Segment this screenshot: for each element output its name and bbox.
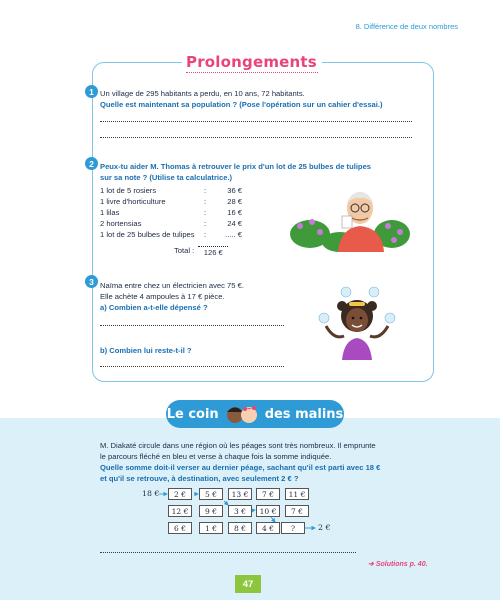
ex2-question-line1: Peux-tu aider M. Thomas à retrouver le prix d'un lot de 25 bulbes de tulipes bbox=[100, 162, 372, 171]
item-name: 2 hortensias bbox=[100, 219, 142, 228]
ex3-line1: Naïma entre chez un électricien avec 75 €. bbox=[100, 281, 244, 290]
toll-box: 5 € bbox=[199, 488, 223, 500]
item-name: 1 livre d'horticulture bbox=[100, 197, 166, 206]
malins-text-line2: le parcours fléché en bleu et verse à chaque fois la somme indiquée. bbox=[100, 452, 332, 461]
item-name: 1 lot de 25 bulbes de tulipes bbox=[100, 230, 195, 239]
ex3-question-b: b) Combien lui reste-t-il ? bbox=[100, 346, 192, 355]
malins-banner bbox=[166, 400, 344, 428]
invoice-row: 1 livre d'horticulture : 28 € bbox=[100, 197, 242, 206]
item-value-answer[interactable]: ..... € bbox=[225, 230, 242, 239]
toll-box: 13 € bbox=[228, 488, 252, 500]
toll-box: 1 € bbox=[199, 522, 223, 534]
page-number: 47 bbox=[235, 575, 261, 593]
invoice-total bbox=[174, 246, 228, 257]
toll-box: 2 € bbox=[168, 488, 192, 500]
invoice-row: 1 lilas : 16 € bbox=[100, 208, 242, 217]
malins-title-left: Le coin bbox=[166, 406, 219, 422]
item-value: 16 € bbox=[227, 208, 242, 217]
item-name: 1 lilas bbox=[100, 208, 120, 217]
toll-box: 3 € bbox=[228, 505, 252, 517]
invoice-row: 1 lot de 25 bulbes de tulipes : ..... € bbox=[100, 230, 242, 239]
ex3-line2: Elle achète 4 ampoules à 17 € pièce. bbox=[100, 292, 225, 301]
malins-question-line1: Quelle somme doit-il verser au dernier péage, sachant qu'il est parti avec 18 € bbox=[100, 463, 381, 472]
invoice-row: 2 hortensias : 24 € bbox=[100, 219, 242, 228]
ex3-question-a: a) Combien a-t-elle dépensé ? bbox=[100, 303, 208, 312]
answer-line[interactable] bbox=[100, 121, 412, 122]
gardener-illustration bbox=[290, 182, 410, 252]
arrow-icon bbox=[321, 55, 322, 69]
title-underline bbox=[186, 72, 318, 73]
solutions-link[interactable] bbox=[368, 560, 428, 568]
exercise-number-3: 3 bbox=[85, 275, 98, 288]
solutions-label: Solutions p. 40. bbox=[375, 561, 428, 568]
toll-box: 10 € bbox=[256, 505, 280, 517]
ex1-statement: Un village de 295 habitants a perdu, en 10 ans, 72 habitants. bbox=[100, 89, 305, 98]
invoice-list bbox=[100, 185, 242, 240]
answer-line[interactable] bbox=[100, 552, 356, 553]
answer-line[interactable] bbox=[100, 366, 284, 367]
chapter-header: 8. Différence de deux nombres bbox=[355, 22, 458, 31]
toll-box: 7 € bbox=[256, 488, 280, 500]
malins-question-line2: et qu'il se retrouve, à destination, avec seulement 2 € ? bbox=[100, 474, 299, 483]
toll-box-unknown[interactable]: ? bbox=[281, 522, 305, 534]
toll-box: 4 € bbox=[256, 522, 280, 534]
end-amount: 2 € bbox=[318, 523, 331, 532]
toll-box: 9 € bbox=[199, 505, 223, 517]
item-value: 28 € bbox=[227, 197, 242, 206]
toll-box: 11 € bbox=[285, 488, 309, 500]
toll-box: 6 € bbox=[168, 522, 192, 534]
toll-box: 7 € bbox=[285, 505, 309, 517]
answer-line[interactable] bbox=[100, 325, 284, 326]
malins-title-right: des malins bbox=[264, 406, 344, 422]
start-amount: 18 € bbox=[142, 489, 160, 498]
total-value: 126 € bbox=[198, 246, 228, 257]
arrow-right-icon: ➔ bbox=[368, 561, 376, 568]
invoice-row: 1 lot de 5 rosiers : 36 € bbox=[100, 186, 242, 195]
ex1-question: Quelle est maintenant sa population ? (Pose l'opération sur un cahier d'essai.) bbox=[100, 100, 383, 109]
ex2-question-line2: sur sa note ? (Utilise ta calculatrice.) bbox=[100, 173, 233, 182]
total-label: Total : bbox=[174, 246, 195, 255]
malins-text-line1: M. Diakaté circule dans une région où les péages sont très nombreux. Il emprunte bbox=[100, 441, 376, 450]
kids-icon bbox=[223, 402, 261, 426]
item-value: 36 € bbox=[227, 186, 242, 195]
girl-lightbulbs-illustration bbox=[316, 278, 398, 360]
exercise-number-1: 1 bbox=[85, 85, 98, 98]
toll-box: 8 € bbox=[228, 522, 252, 534]
answer-line[interactable] bbox=[100, 137, 412, 138]
item-value: 24 € bbox=[227, 219, 242, 228]
item-name: 1 lot de 5 rosiers bbox=[100, 186, 157, 195]
section-title: Prolongements bbox=[186, 53, 317, 71]
exercise-number-2: 2 bbox=[85, 157, 98, 170]
toll-box: 12 € bbox=[168, 505, 192, 517]
